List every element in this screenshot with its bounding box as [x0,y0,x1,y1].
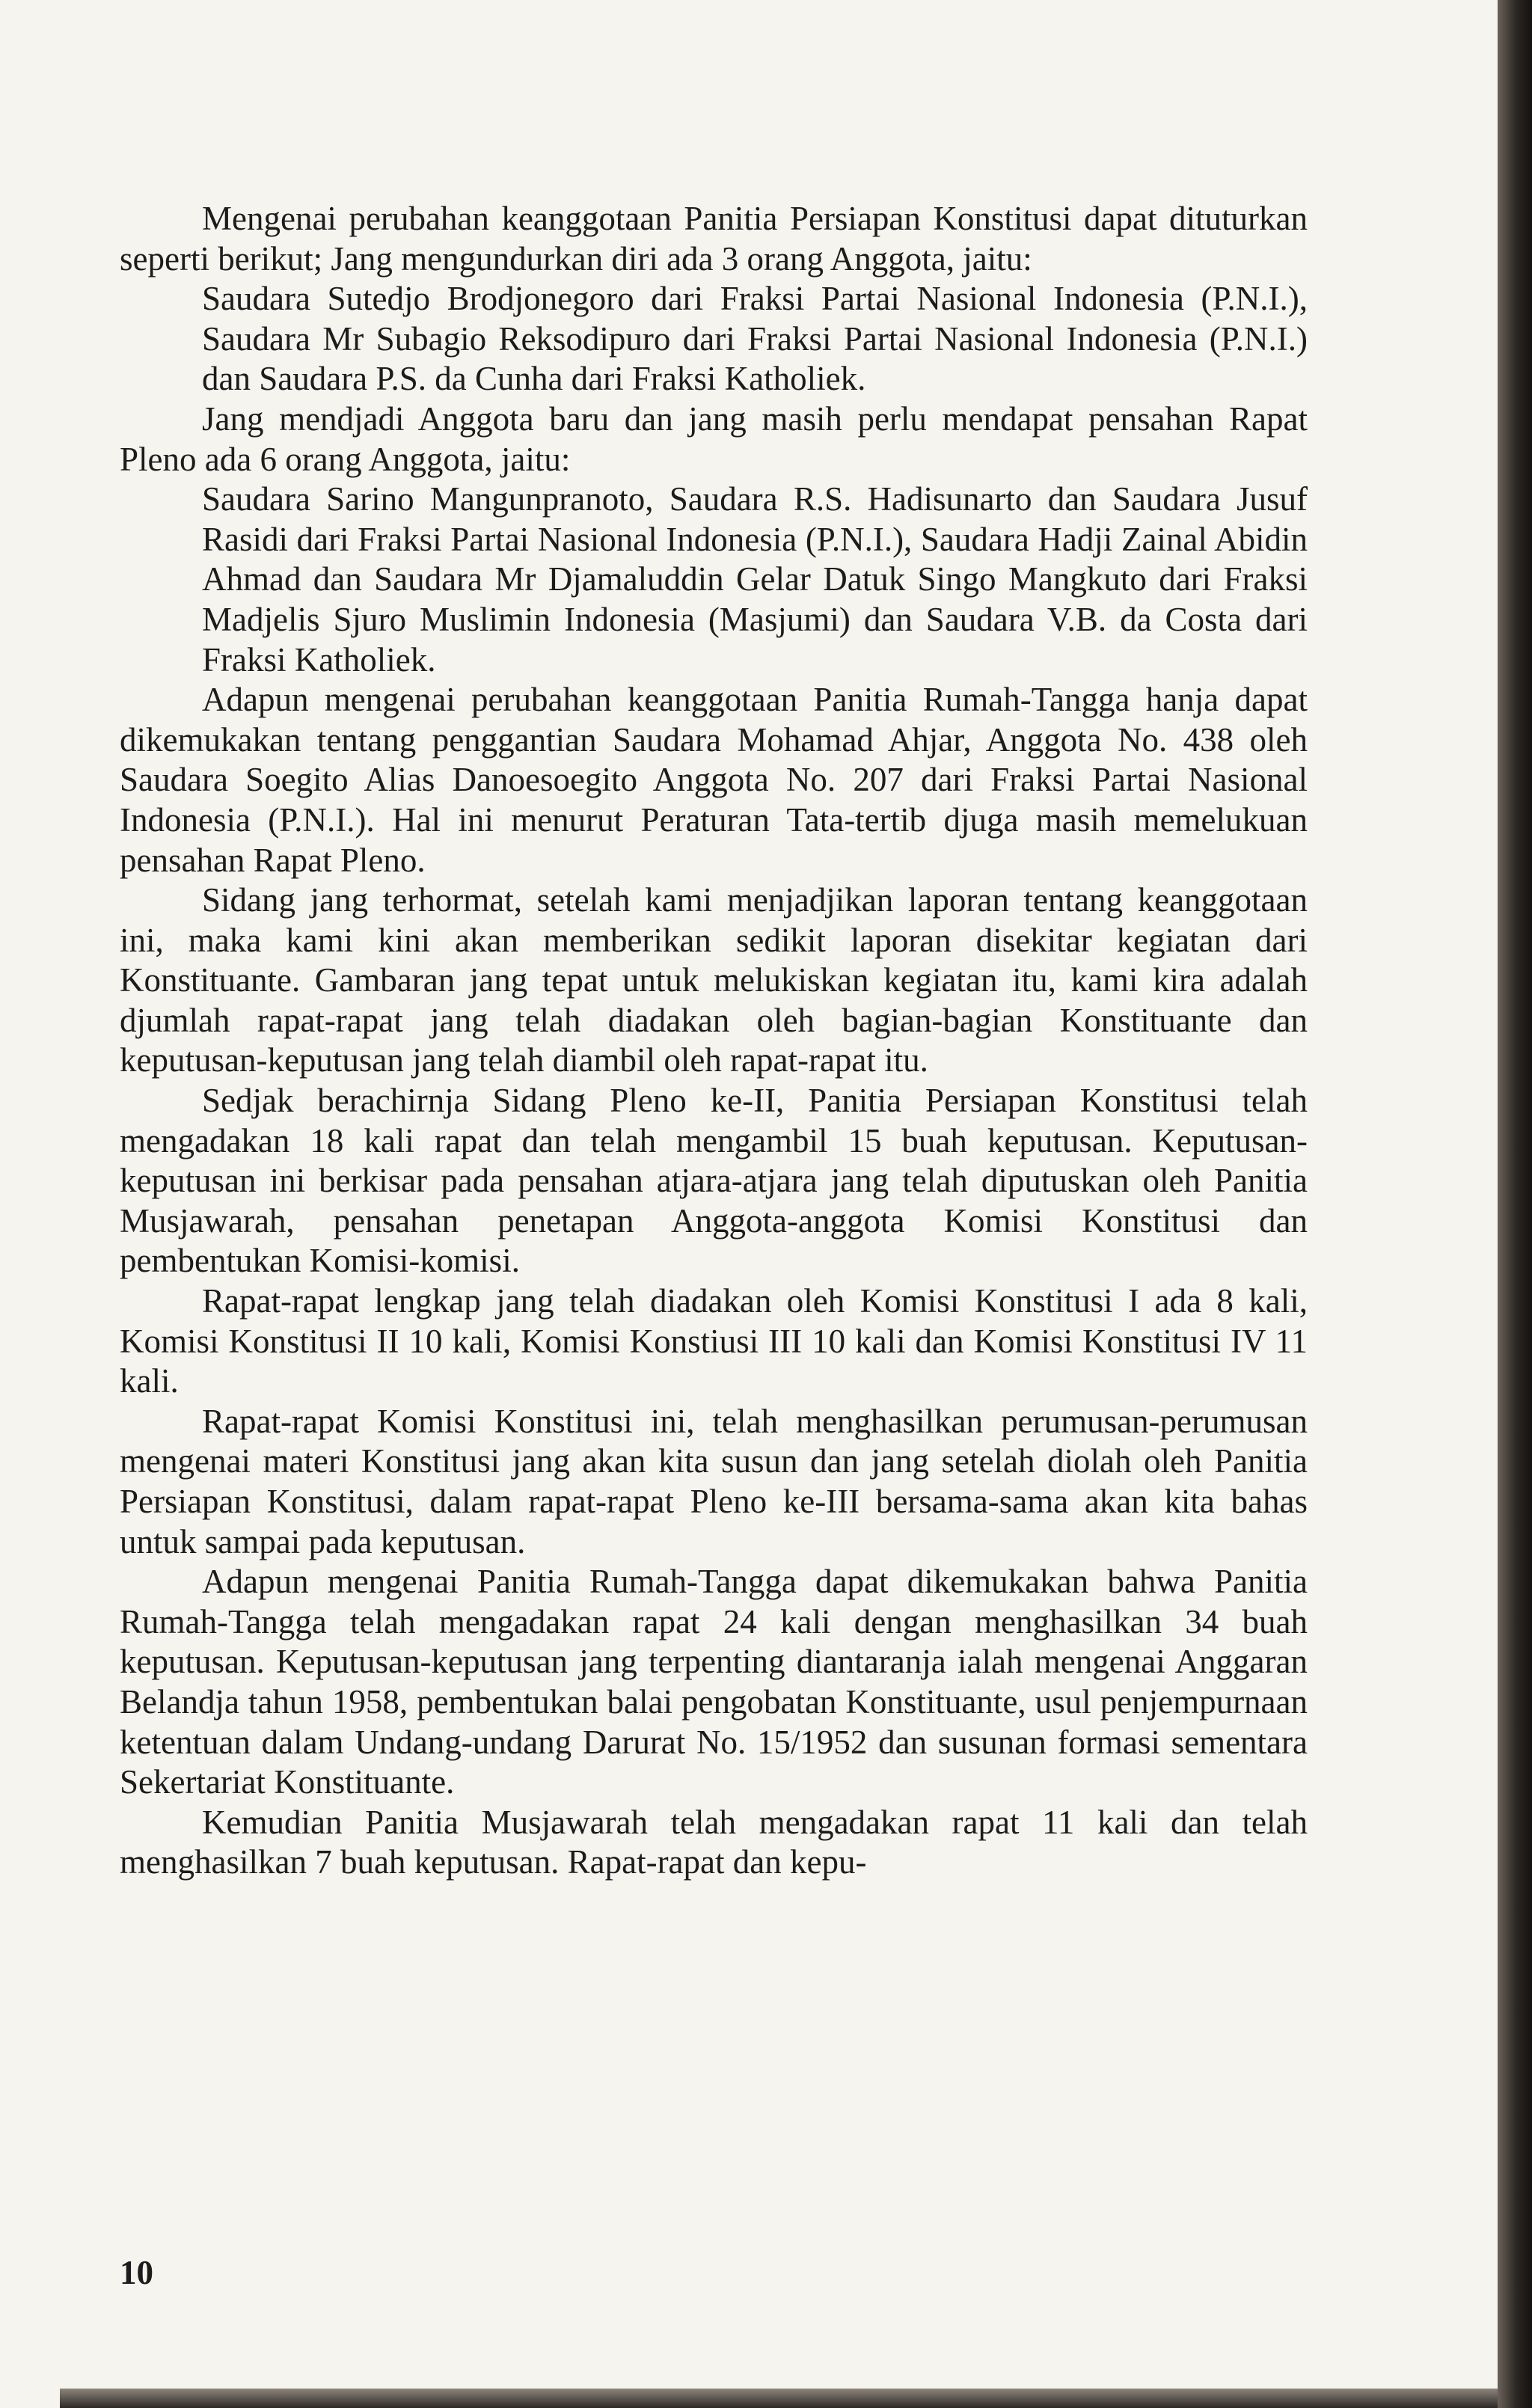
paragraph: Adapun mengenai Panitia Rumah-Tangga dapat dikemukakan bahwa Panitia Rumah-Tangga telah mengadakan rapat 24 kali dengan menghasilkan 34 buah keputusan. Keputusan-keputusan jang terpenting diantaranja ialah mengenai Anggaran Belandja tahun 1958, pembentukan balai pengobatan Konstituante, usul penjempurnaan ketentuan dalam Undang-undang Darurat No. 15/1952 dan susunan formasi sementara Sekertariat Konstituante. [120,1563,1308,1801]
paragraph: Saudara Sarino Mangunpranoto, Saudara R.S. Hadisunarto dan Saudara Jusuf Rasidi dari Fraksi Partai Nasional Indonesia (P.N.I.), Saudara Hadji Zainal Abidin Ahmad dan Saudara Mr Djamaluddin Gelar Datuk Singo Mangkuto dari Fraksi Madjelis Sjuro Muslimin Indonesia (Masjumi) dan Saudara V.B. da Costa dari Fraksi Katholiek. [202,480,1308,678]
page-edge-shadow [1498,0,1532,2408]
paragraph: Saudara Sutedjo Brodjonegoro dari Fraksi Partai Nasional Indonesia (P.N.I.), Saudara Mr Subagio Reksodipuro dari Fraksi Partai Nasional Indonesia (P.N.I.) dan Saudara P.S. da Cunha dari Fraksi Katholiek. [202,280,1308,398]
paragraph: Sidang jang terhormat, setelah kami menjadjikan laporan tentang keanggotaan ini, maka kami kini akan memberikan sedikit laporan disekitar kegiatan dari Konstituante. Gambaran jang tepat untuk melukiskan kegiatan itu, kami kira adalah djumlah rapat-rapat jang telah diadakan oleh bagian-bagian Konstituante dan keputusan-keputusan jang telah diambil oleh rapat-rapat itu. [120,881,1308,1079]
page-body-text [120,199,1308,1883]
page-number: 10 [120,2254,153,2291]
paragraph: Sedjak berachirnja Sidang Pleno ke-II, Panitia Persiapan Konstitusi telah mengadakan 18 kali rapat dan telah mengambil 15 buah keputusan. Keputusan-keputusan ini berkisar pada pensahan atjara-atjara jang telah diputuskan oleh Panitia Musjawarah, pensahan penetapan Anggota-anggota Komisi Konstitusi dan pembentukan Komisi-komisi. [120,1082,1308,1280]
paragraph: Adapun mengenai perubahan keanggotaan Panitia Rumah-Tangga hanja dapat dikemukakan tentang penggantian Saudara Mohamad Ahjar, Anggota No. 438 oleh Saudara Soegito Alias Danoesoegito Anggota No. 207 dari Fraksi Partai Nasional Indonesia (P.N.I.). Hal ini menurut Peraturan Tata-tertib djuga masih memelukuan pensahan Rapat Pleno. [120,681,1308,879]
paragraph: Rapat-rapat Komisi Konstitusi ini, telah menghasilkan perumusan-perumusan mengenai materi Konstitusi jang akan kita susun dan jang setelah diolah oleh Panitia Persiapan Konstitusi, dalam rapat-rapat Pleno ke-III bersama-sama akan kita bahas untuk sampai pada keputusan. [120,1402,1308,1560]
paragraph: Jang mendjadi Anggota baru dan jang masih perlu mendapat pensahan Rapat Pleno ada 6 orang Anggota, jaitu: [120,399,1308,478]
paragraph: Mengenai perubahan keanggotaan Panitia Persiapan Konstitusi dapat dituturkan seperti berikut; Jang mengundurkan diri ada 3 orang Anggota, jaitu: [120,200,1308,278]
page-bottom-edge [60,2389,1498,2408]
paragraph: Rapat-rapat lengkap jang telah diadakan oleh Komisi Konstitusi I ada 8 kali, Komisi Konstitusi II 10 kali, Komisi Konstiusi III 10 kali dan Komisi Konstitusi IV 11 kali. [120,1282,1308,1400]
paragraph: Kemudian Panitia Musjawarah telah mengadakan rapat 11 kali dan telah menghasilkan 7 buah keputusan. Rapat-rapat dan kepu- [120,1803,1308,1881]
